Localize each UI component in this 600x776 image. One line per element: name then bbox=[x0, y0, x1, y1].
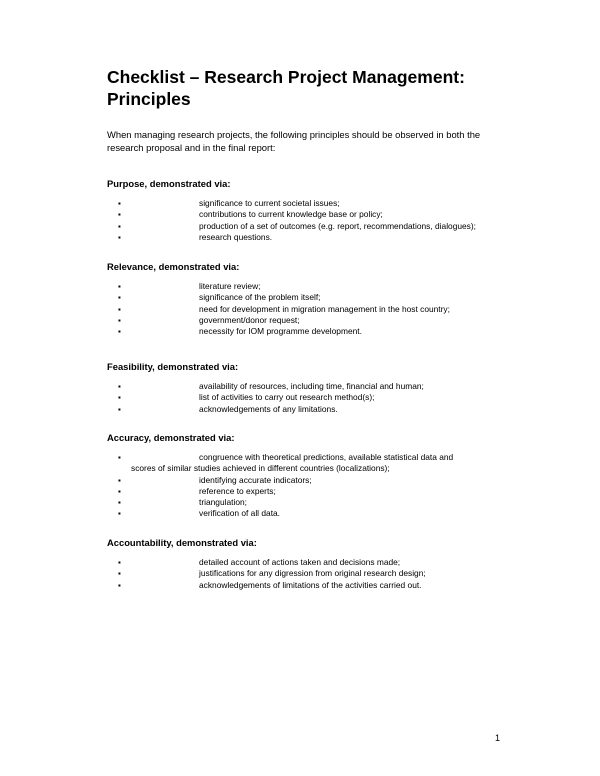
bullet-icon: ▪ bbox=[118, 580, 121, 590]
bullet-icon: ▪ bbox=[118, 199, 121, 208]
section-feasibility bbox=[107, 361, 527, 415]
list-item bbox=[107, 475, 527, 486]
section-heading: Accountability, demonstrated via: bbox=[107, 537, 257, 548]
section-accuracy bbox=[107, 432, 527, 520]
list-item bbox=[107, 209, 527, 220]
list-item-text: reference to experts; bbox=[199, 485, 276, 496]
list-item bbox=[107, 452, 527, 475]
title-line-2: Principles bbox=[107, 89, 191, 109]
list-item-text: necessity for IOM programme development. bbox=[199, 326, 362, 337]
section-heading: Relevance, demonstrated via: bbox=[107, 261, 240, 272]
list-item bbox=[107, 404, 527, 415]
bullet-icon: ▪ bbox=[118, 509, 121, 519]
list-item-text: literature review; bbox=[199, 281, 261, 291]
bullet-list bbox=[107, 281, 527, 337]
list-item-text: acknowledgements of any limitations. bbox=[199, 403, 338, 414]
bullet-icon: ▪ bbox=[118, 282, 121, 291]
list-item-text: significance of the problem itself; bbox=[199, 292, 321, 303]
section-heading: Feasibility, demonstrated via: bbox=[107, 361, 239, 372]
bullet-icon: ▪ bbox=[118, 315, 121, 325]
list-item bbox=[107, 486, 527, 497]
list-item-text: availability of resources, including time, financial and human; bbox=[199, 381, 424, 391]
title-line-1: Checklist – Research Project Management: bbox=[107, 67, 465, 87]
section-relevance bbox=[107, 261, 527, 337]
section-heading: Accuracy, demonstrated via: bbox=[107, 432, 235, 443]
list-item-continuation: scores of similar studies achieved in different countries (localizations); bbox=[131, 463, 390, 474]
bullet-icon: ▪ bbox=[118, 569, 121, 579]
list-item bbox=[107, 221, 527, 232]
list-item bbox=[107, 580, 527, 591]
list-item-text: justifications for any digression from original research design; bbox=[199, 568, 426, 579]
bullet-list bbox=[107, 557, 527, 591]
section-accountability bbox=[107, 537, 527, 591]
list-item bbox=[107, 292, 527, 303]
list-item-text: need for development in migration management in the host country; bbox=[199, 303, 450, 314]
bullet-icon: ▪ bbox=[118, 210, 121, 220]
bullet-icon: ▪ bbox=[118, 327, 121, 337]
page-number: 1 bbox=[495, 733, 501, 743]
bullet-icon: ▪ bbox=[118, 304, 121, 314]
list-item-text: verification of all data. bbox=[199, 508, 281, 519]
bullet-list bbox=[107, 381, 527, 415]
list-item bbox=[107, 304, 527, 315]
list-item bbox=[107, 497, 527, 508]
list-item bbox=[107, 381, 527, 392]
bullet-icon: ▪ bbox=[118, 558, 121, 567]
bullet-list bbox=[107, 452, 527, 520]
list-item-text: significance to current societal issues; bbox=[199, 198, 340, 208]
list-item bbox=[107, 232, 527, 243]
bullet-icon: ▪ bbox=[118, 232, 121, 242]
list-item-text: government/donor request; bbox=[199, 314, 300, 325]
bullet-icon: ▪ bbox=[118, 475, 121, 485]
list-item-text: triangulation; bbox=[199, 497, 247, 508]
list-item bbox=[107, 392, 527, 403]
list-item-text: congruence with theoretical predictions, available statistical data and bbox=[199, 452, 454, 462]
list-item-text: acknowledgements of limitations of the activities carried out. bbox=[199, 579, 422, 590]
list-item-text: research questions. bbox=[199, 231, 273, 242]
list-item-text: identifying accurate indicators; bbox=[199, 474, 312, 485]
list-item-text: list of activities to carry out research method(s); bbox=[199, 392, 375, 403]
bullet-icon: ▪ bbox=[118, 486, 121, 496]
bullet-icon: ▪ bbox=[118, 293, 121, 303]
list-item-text: contributions to current knowledge base or policy; bbox=[199, 209, 383, 220]
list-item bbox=[107, 326, 527, 337]
list-item bbox=[107, 281, 527, 292]
list-item bbox=[107, 557, 527, 568]
bullet-list bbox=[107, 198, 527, 243]
bullet-icon: ▪ bbox=[118, 404, 121, 414]
list-item-text: detailed account of actions taken and decisions made; bbox=[199, 557, 401, 567]
bullet-icon: ▪ bbox=[118, 453, 121, 462]
section-heading: Purpose, demonstrated via: bbox=[107, 178, 231, 189]
page-title bbox=[107, 66, 527, 110]
bullet-icon: ▪ bbox=[118, 498, 121, 508]
bullet-icon: ▪ bbox=[118, 393, 121, 403]
list-item bbox=[107, 568, 527, 579]
list-item bbox=[107, 508, 527, 519]
bullet-icon: ▪ bbox=[118, 382, 121, 391]
bullet-icon: ▪ bbox=[118, 221, 121, 231]
list-item bbox=[107, 198, 527, 209]
intro-paragraph: When managing research projects, the following principles should be observed in both the research proposal and in the final report: bbox=[107, 129, 481, 153]
list-item bbox=[107, 315, 527, 326]
section-purpose bbox=[107, 178, 527, 243]
list-item-text: production of a set of outcomes (e.g. report, recommendations, dialogues); bbox=[199, 220, 476, 231]
